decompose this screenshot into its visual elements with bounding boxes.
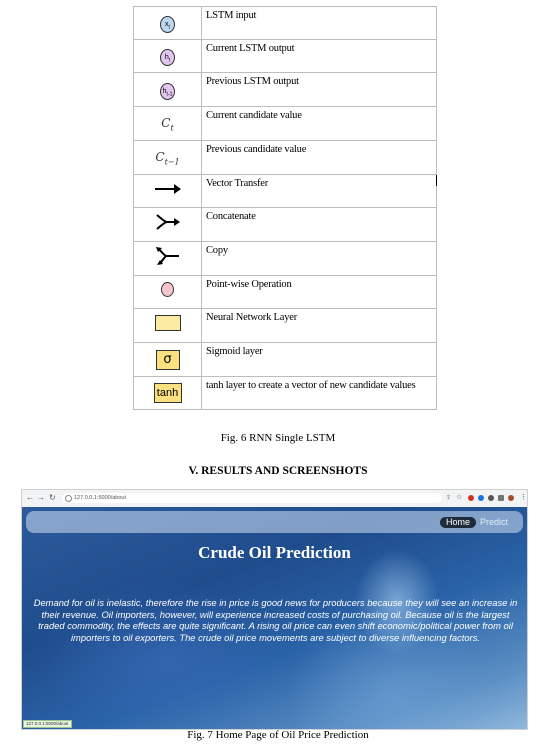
previous-output-symbol: $h_{t-1}$ (160, 83, 175, 100)
tanh-layer-icon: tanh (154, 383, 182, 403)
text-cursor (436, 175, 437, 186)
address-url: 127.0.0.1:5000/about (74, 495, 126, 501)
lstm-input-symbol: $x_t$ (160, 16, 175, 33)
legend-label: tanh layer to create a vector of new candidate values (202, 377, 437, 410)
puzzle-icon[interactable] (488, 495, 494, 501)
extension-icon[interactable] (468, 495, 474, 501)
browser-screenshot (21, 489, 528, 730)
symbol-cell (134, 377, 202, 410)
previous-candidate-symbol: $C_{t-1}$ (155, 150, 180, 167)
symbol-cell (134, 276, 202, 309)
symbol-cell (134, 175, 202, 208)
symbol-cell (134, 141, 202, 175)
legend-label: Copy (202, 242, 437, 276)
figure-7-caption: Fig. 7 Home Page of Oil Price Prediction (187, 729, 369, 741)
legend-label: Vector Transfer (202, 175, 437, 208)
forward-arrow-icon[interactable]: → (37, 493, 45, 502)
legend-label: Current LSTM output (202, 40, 437, 73)
pointwise-operation-icon (161, 282, 174, 297)
predict-nav-link[interactable]: Predict (479, 517, 508, 527)
symbol-cell (134, 309, 202, 343)
legend-label: Previous LSTM output (202, 73, 437, 107)
sidebar-icon[interactable] (498, 495, 504, 501)
reload-icon[interactable]: ↻ (49, 493, 56, 502)
address-bar[interactable] (62, 493, 442, 503)
current-candidate-symbol: $C_t$ (161, 116, 174, 133)
symbol-cell (134, 7, 202, 40)
site-info-icon[interactable] (65, 495, 72, 502)
extension-icon[interactable] (478, 495, 484, 501)
legend-label: Point-wise Operation (202, 276, 437, 309)
avatar[interactable] (508, 495, 514, 501)
symbol-cell (134, 242, 202, 276)
copy-icon (155, 245, 181, 267)
site-navbar (26, 511, 523, 533)
status-url: 127.0.0.1:5000/about (23, 720, 72, 728)
web-page (22, 507, 527, 729)
neural-network-layer-icon (155, 315, 181, 331)
legend-label: Neural Network Layer (202, 309, 437, 343)
lstm-legend-table (133, 6, 437, 410)
bookmark-star-icon[interactable]: ☆ (456, 494, 463, 501)
intro-paragraph: Demand for oil is inelastic, therefore the rise in price is good news for producers because they will see an increase in their revenue. Oil importers, however, will experience increased costs of purchasing oil. Because oil is the largest traded commodity, the effects are quite significant. A rising oil price can even shift economic/political power from oil importers to oil exporters. The crude oil price movements are subject to diverse influencing factors. (33, 597, 518, 643)
home-nav-button[interactable]: Home (440, 517, 476, 528)
section-heading: V. RESULTS AND SCREENSHOTS (188, 465, 368, 477)
share-icon[interactable]: ⇪ (446, 495, 452, 501)
symbol-cell (134, 107, 202, 141)
figure-6-caption: Fig. 6 RNN Single LSTM (220, 432, 336, 444)
legend-label: LSTM input (202, 7, 437, 40)
symbol-cell (134, 40, 202, 73)
symbol-cell (134, 208, 202, 242)
menu-dots-icon[interactable]: ⋮ (520, 494, 527, 501)
legend-label: Previous candidate value (202, 141, 437, 175)
back-arrow-icon[interactable]: ← (26, 493, 34, 502)
browser-toolbar (22, 490, 527, 507)
page-title: Crude Oil Prediction (198, 543, 351, 562)
symbol-cell (134, 73, 202, 107)
current-output-symbol: $h_t$ (160, 49, 175, 66)
concatenate-icon (155, 213, 181, 231)
legend-label: Concatenate (202, 208, 437, 242)
legend-label: Sigmoid layer (202, 343, 437, 377)
arrow-right-icon (154, 183, 182, 195)
legend-label: Current candidate value (202, 107, 437, 141)
sigmoid-layer-icon: σ (156, 350, 180, 370)
symbol-cell (134, 343, 202, 377)
